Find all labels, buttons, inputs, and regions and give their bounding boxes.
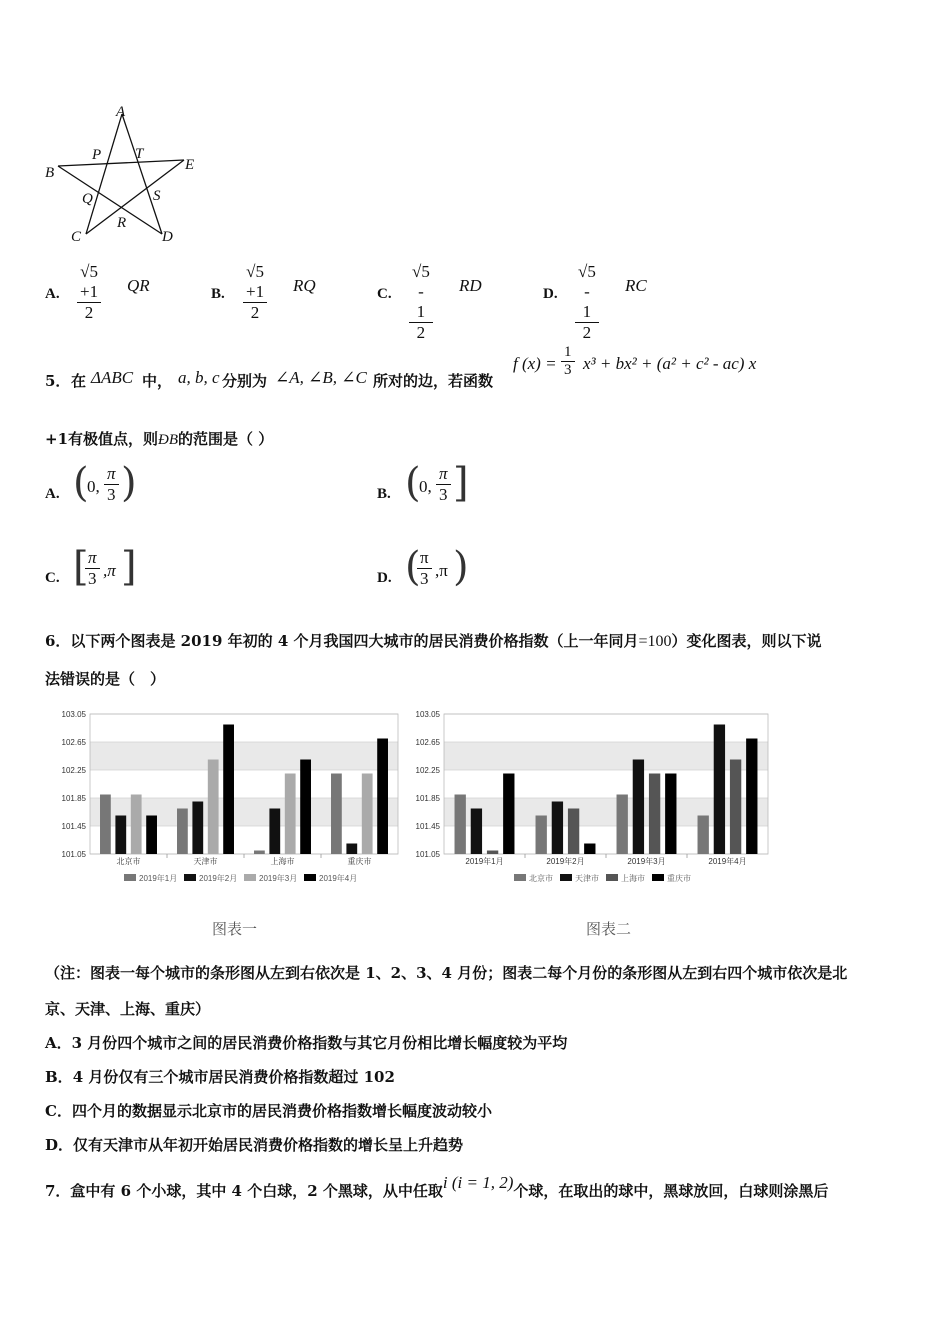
- bar: [730, 760, 741, 855]
- bar: [568, 809, 579, 855]
- star-label: A: [116, 104, 126, 120]
- grid-band: [90, 742, 398, 770]
- legend-swatch: [606, 874, 618, 881]
- bar: [665, 774, 676, 855]
- q6-option-b[interactable]: B．4 月份仅有三个城市居民消费价格指数超过 102: [45, 1068, 395, 1086]
- q5-option-a[interactable]: A. ( 0, $\frac{\pi}{3}$ ): [45, 460, 137, 506]
- q5-stem-line1: 5． 在 ΔABC 中， a, b, c 分别为 ∠A, ∠B, ∠C 所对的边，若函数 f (x) = $\frac{1}{3}$ x³ + bx² + (a² + c² - ac) x: [45, 344, 757, 390]
- frac-den: 2: [582, 323, 592, 342]
- chart-2: [412, 706, 774, 892]
- bar: [455, 795, 466, 855]
- legend-swatch: [304, 874, 316, 881]
- q6-note-line2: 京、天津、上海、重庆）: [45, 1000, 211, 1018]
- star-edge: [122, 114, 162, 234]
- bar: [698, 816, 709, 855]
- frac-num: √5 +1: [77, 262, 101, 303]
- bar: [115, 816, 126, 855]
- legend-label: 重庆市: [667, 874, 691, 883]
- bar: [331, 774, 342, 855]
- y-tick-label: 103.05: [415, 710, 440, 719]
- legend-swatch: [244, 874, 256, 881]
- vector: QR: [127, 276, 150, 295]
- star-label: D: [162, 229, 173, 245]
- x-tick-label: 北京市: [116, 857, 141, 866]
- q6-stem-line2: 法错误的是（ ）: [45, 670, 166, 688]
- legend-swatch: [514, 874, 526, 881]
- frac-num: 1: [561, 344, 575, 362]
- y-tick-label: 102.65: [415, 738, 440, 747]
- frac-den: 2: [416, 323, 426, 342]
- bar: [746, 739, 757, 855]
- bar: [192, 802, 203, 855]
- q6-stem-line1: 6．以下两个图表是 2019 年初的 4 个月我国四大城市的居民消费价格指数（上一年同月=100）变化图表，则以下说: [45, 632, 822, 650]
- q5-stem-line2: +1有极值点，则ÐB的范围是（ ）: [45, 430, 274, 448]
- frac-den: 3: [88, 569, 97, 588]
- bar: [285, 774, 296, 855]
- legend-swatch: [652, 874, 664, 881]
- frac-num: √5 - 1: [575, 262, 599, 323]
- legend-swatch: [124, 874, 136, 881]
- x-tick-label: 上海市: [270, 857, 295, 866]
- legend-label: 北京市: [529, 874, 553, 883]
- frac-num: √5 +1: [243, 262, 267, 303]
- bar: [223, 725, 234, 855]
- legend-label: 2019年3月: [259, 874, 298, 883]
- frac-num: π: [85, 548, 100, 569]
- x-tick-label: 重庆市: [347, 857, 372, 866]
- bar: [503, 774, 514, 855]
- q6-note-line1: （注：图表一每个城市的条形图从左到右依次是 1、2、3、4 月份；图表二每个月份的条形图从左到右四个城市依次是北: [45, 964, 848, 982]
- q7-stem: 7．盒中有 6 个小球，其中 4 个白球，2 个黑球，从中任取i (i = 1, 2)个球，在取出的球中，黑球放回，白球则涂黑后: [45, 1173, 829, 1200]
- x-tick-label: 2019年2月: [546, 857, 585, 866]
- q5-option-b[interactable]: B. ( 0, $\frac{\pi}{3}$ ]: [377, 460, 469, 506]
- bar: [552, 802, 563, 855]
- chart-1-caption: 图表一: [212, 920, 258, 938]
- grid-band: [90, 770, 398, 798]
- vector: RD: [459, 276, 482, 295]
- star-label: C: [71, 229, 82, 245]
- y-tick-label: 102.65: [61, 738, 86, 747]
- frac-den: 3: [420, 569, 429, 588]
- bar: [362, 774, 373, 855]
- frac-num: π: [104, 464, 119, 485]
- bar: [269, 809, 280, 855]
- bar: [714, 725, 725, 855]
- y-tick-label: 102.25: [415, 766, 440, 775]
- legend-label: 上海市: [621, 874, 645, 883]
- grid-band: [90, 714, 398, 742]
- y-tick-label: 101.05: [415, 850, 440, 859]
- q6-option-a[interactable]: A．3 月份四个城市之间的居民消费价格指数与其它月份相比增长幅度较为平均: [45, 1034, 568, 1052]
- bar: [208, 760, 219, 855]
- frac-den: 3: [107, 485, 116, 504]
- y-tick-label: 101.85: [61, 794, 86, 803]
- frac-num: π: [436, 464, 451, 485]
- chart-2-caption: 图表二: [586, 920, 632, 938]
- bar: [487, 851, 498, 855]
- x-tick-label: 2019年3月: [627, 857, 666, 866]
- frac-den: 2: [250, 303, 260, 322]
- y-tick-label: 102.25: [61, 766, 86, 775]
- bar: [177, 809, 188, 855]
- bar: [254, 851, 265, 855]
- q5-option-d[interactable]: D. ( $\frac{\pi}{3}$ ,π ): [377, 544, 469, 590]
- bar: [300, 760, 311, 855]
- frac-den: 2: [84, 303, 94, 322]
- star-edge: [58, 166, 162, 234]
- star-label: T: [135, 146, 144, 162]
- legend-label: 2019年2月: [199, 874, 238, 883]
- q4-options: A. $\frac{√5 +1}{2}$ QR B. $\frac{√5 +1}{2}$ RQ C. $\frac{√5 - 1}{2}$ RD D. $\frac{√5 - 1}{2}$ RC: [45, 262, 647, 342]
- chart-1: [52, 706, 402, 892]
- star-label: B: [45, 165, 55, 181]
- frac-den: 3: [439, 485, 448, 504]
- y-tick-label: 101.45: [415, 822, 440, 831]
- bar: [146, 816, 157, 855]
- star-label: E: [185, 157, 195, 173]
- y-tick-label: 101.45: [61, 822, 86, 831]
- frac-num: π: [417, 548, 432, 569]
- bar: [471, 809, 482, 855]
- star-label: R: [117, 215, 127, 231]
- bar: [617, 795, 628, 855]
- x-tick-label: 2019年4月: [708, 857, 747, 866]
- q6-option-d[interactable]: D．仅有天津市从年初开始居民消费价格指数的增长呈上升趋势: [45, 1136, 464, 1154]
- y-tick-label: 101.85: [415, 794, 440, 803]
- star-edge: [86, 160, 184, 234]
- bar: [536, 816, 547, 855]
- bar: [100, 795, 111, 855]
- star-label: P: [92, 147, 102, 163]
- bar: [633, 760, 644, 855]
- bar: [649, 774, 660, 855]
- frac-den: 3: [564, 362, 572, 378]
- legend-label: 2019年1月: [139, 874, 178, 883]
- legend-label: 天津市: [575, 874, 599, 883]
- q6-option-c[interactable]: C．四个月的数据显示北京市的居民消费价格指数增长幅度波动较小: [45, 1102, 492, 1120]
- star-edge: [58, 160, 184, 166]
- legend-swatch: [560, 874, 572, 881]
- frac-num: √5 - 1: [409, 262, 433, 323]
- legend-swatch: [184, 874, 196, 881]
- q5-number: 5．: [45, 372, 71, 390]
- star-figure: [40, 100, 210, 250]
- bar: [377, 739, 388, 855]
- star-label: S: [153, 188, 161, 204]
- bar: [346, 844, 357, 855]
- vector: RQ: [293, 276, 316, 295]
- x-tick-label: 2019年1月: [465, 857, 504, 866]
- y-tick-label: 101.05: [61, 850, 86, 859]
- star-label: Q: [82, 191, 93, 207]
- legend-label: 2019年4月: [319, 874, 358, 883]
- bar: [131, 795, 142, 855]
- vector: RC: [625, 276, 647, 295]
- x-tick-label: 天津市: [193, 857, 218, 866]
- y-tick-label: 103.05: [61, 710, 86, 719]
- bar: [584, 844, 595, 855]
- q5-option-c[interactable]: C. [ $\frac{\pi}{3}$ ,π ]: [45, 544, 137, 590]
